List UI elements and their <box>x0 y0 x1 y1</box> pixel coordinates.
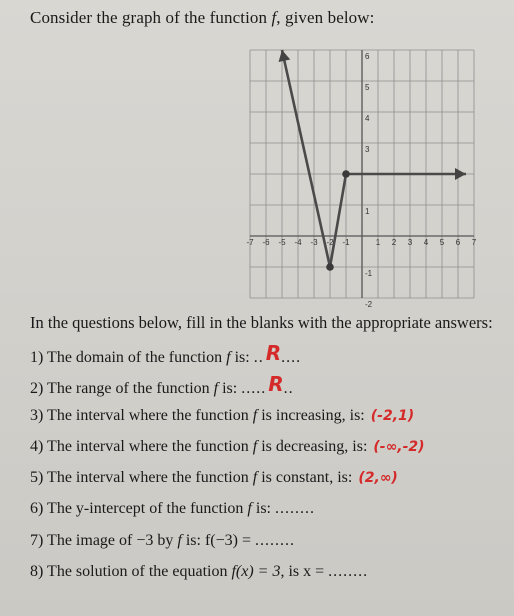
answer-blank-trailing: .... <box>281 349 302 366</box>
function-curve <box>282 50 466 267</box>
x-tick-label: -2 <box>326 238 334 247</box>
x-tick-label: 3 <box>407 238 413 247</box>
x-tick-label: -3 <box>310 238 318 247</box>
heading-text-before: Consider the graph of the function <box>30 8 272 27</box>
x-tick-label: 6 <box>455 238 461 247</box>
question-text: The interval where the function <box>47 406 253 424</box>
answer-blank[interactable]: ........ <box>328 563 369 581</box>
x-tick-label: 2 <box>391 238 397 247</box>
y-tick-label: 4 <box>365 114 370 123</box>
question-7 <box>30 531 500 562</box>
x-tick-label: -5 <box>278 238 286 247</box>
question-text-after: is increasing, is: <box>257 406 369 424</box>
y-tick-label: 5 <box>365 83 370 92</box>
arrow-head <box>455 168 466 180</box>
function-graph <box>240 40 490 309</box>
heading-function-name: f <box>271 8 277 27</box>
x-tick-label: 4 <box>423 238 429 247</box>
question-function: f(x) = 3 <box>231 563 281 581</box>
question-1 <box>30 343 500 374</box>
question-text-after: is constant, is: <box>257 469 357 487</box>
question-number: 4) <box>30 437 44 455</box>
question-function: f <box>252 406 258 424</box>
question-6 <box>30 499 500 530</box>
question-number: 8) <box>30 563 44 581</box>
question-function: f <box>177 531 182 549</box>
answer-blank[interactable]: ........ <box>275 500 315 518</box>
question-number: 5) <box>30 469 44 487</box>
question-function: f <box>213 380 219 398</box>
answer-blank[interactable]: ..... <box>241 380 267 398</box>
question-function: f <box>252 469 258 487</box>
x-tick-label: -4 <box>294 238 302 247</box>
answer-blank-trailing: .. <box>283 380 294 398</box>
question-text-after: is decreasing, is: <box>257 437 372 455</box>
question-text: The domain of the function <box>47 349 227 366</box>
handwritten-answer[interactable]: R <box>265 341 282 365</box>
y-tick-label: -1 <box>365 269 373 278</box>
question-function: f <box>226 349 231 366</box>
question-4 <box>30 437 500 468</box>
question-function: f <box>252 437 258 455</box>
question-8 <box>30 562 500 593</box>
handwritten-answer[interactable]: (-∞,-2) <box>373 438 425 455</box>
x-tick-label: 1 <box>375 238 381 247</box>
closed-point <box>326 263 334 271</box>
graph-svg <box>240 40 490 309</box>
question-text: The solution of the equation <box>47 563 232 581</box>
handwritten-answer[interactable]: (-2,1) <box>370 407 415 424</box>
question-3 <box>30 406 500 437</box>
x-tick-label: 7 <box>471 238 477 247</box>
question-text: The interval where the function <box>47 469 253 487</box>
x-tick-label: 5 <box>439 238 445 247</box>
page-heading <box>30 8 374 28</box>
question-text: The range of the function <box>47 380 214 398</box>
question-number: 7) <box>30 531 44 549</box>
question-5 <box>30 468 500 499</box>
question-text: The y-intercept of the function <box>47 500 248 518</box>
question-function: f <box>247 500 252 518</box>
x-tick-label: -6 <box>262 238 270 247</box>
x-tick-label: -7 <box>246 238 254 247</box>
y-tick-label: -2 <box>365 300 373 309</box>
instructions-text: In the questions below, fill in the blanks with the appropriate answers: <box>30 313 493 332</box>
closed-point <box>342 170 350 178</box>
question-text-after: is: <box>218 380 242 398</box>
question-text: The interval where the function <box>47 437 253 455</box>
question-number: 6) <box>30 500 44 518</box>
question-text: The image of −3 by <box>47 531 178 549</box>
question-list <box>30 343 500 593</box>
question-text-after: is: <box>251 500 275 518</box>
x-tick-label: -1 <box>342 238 350 247</box>
arrow-head <box>279 50 291 62</box>
handwritten-answer[interactable]: (2,∞) <box>358 470 398 487</box>
question-text-after: is: <box>230 349 254 366</box>
question-number: 1) <box>30 349 44 366</box>
question-2 <box>30 374 500 405</box>
handwritten-answer[interactable]: R <box>268 372 284 397</box>
question-text-after: is: f(−3) = <box>181 531 255 549</box>
heading-text-after: , given below: <box>276 8 375 27</box>
answer-blank[interactable]: ........ <box>254 531 295 549</box>
question-number: 3) <box>30 406 44 424</box>
answer-blank[interactable]: .. <box>253 349 264 366</box>
y-tick-label: 3 <box>365 145 370 154</box>
question-text-after: , is x = <box>280 563 329 581</box>
question-number: 2) <box>30 380 44 398</box>
y-tick-label: 6 <box>365 52 370 61</box>
y-tick-label: 1 <box>365 207 370 216</box>
